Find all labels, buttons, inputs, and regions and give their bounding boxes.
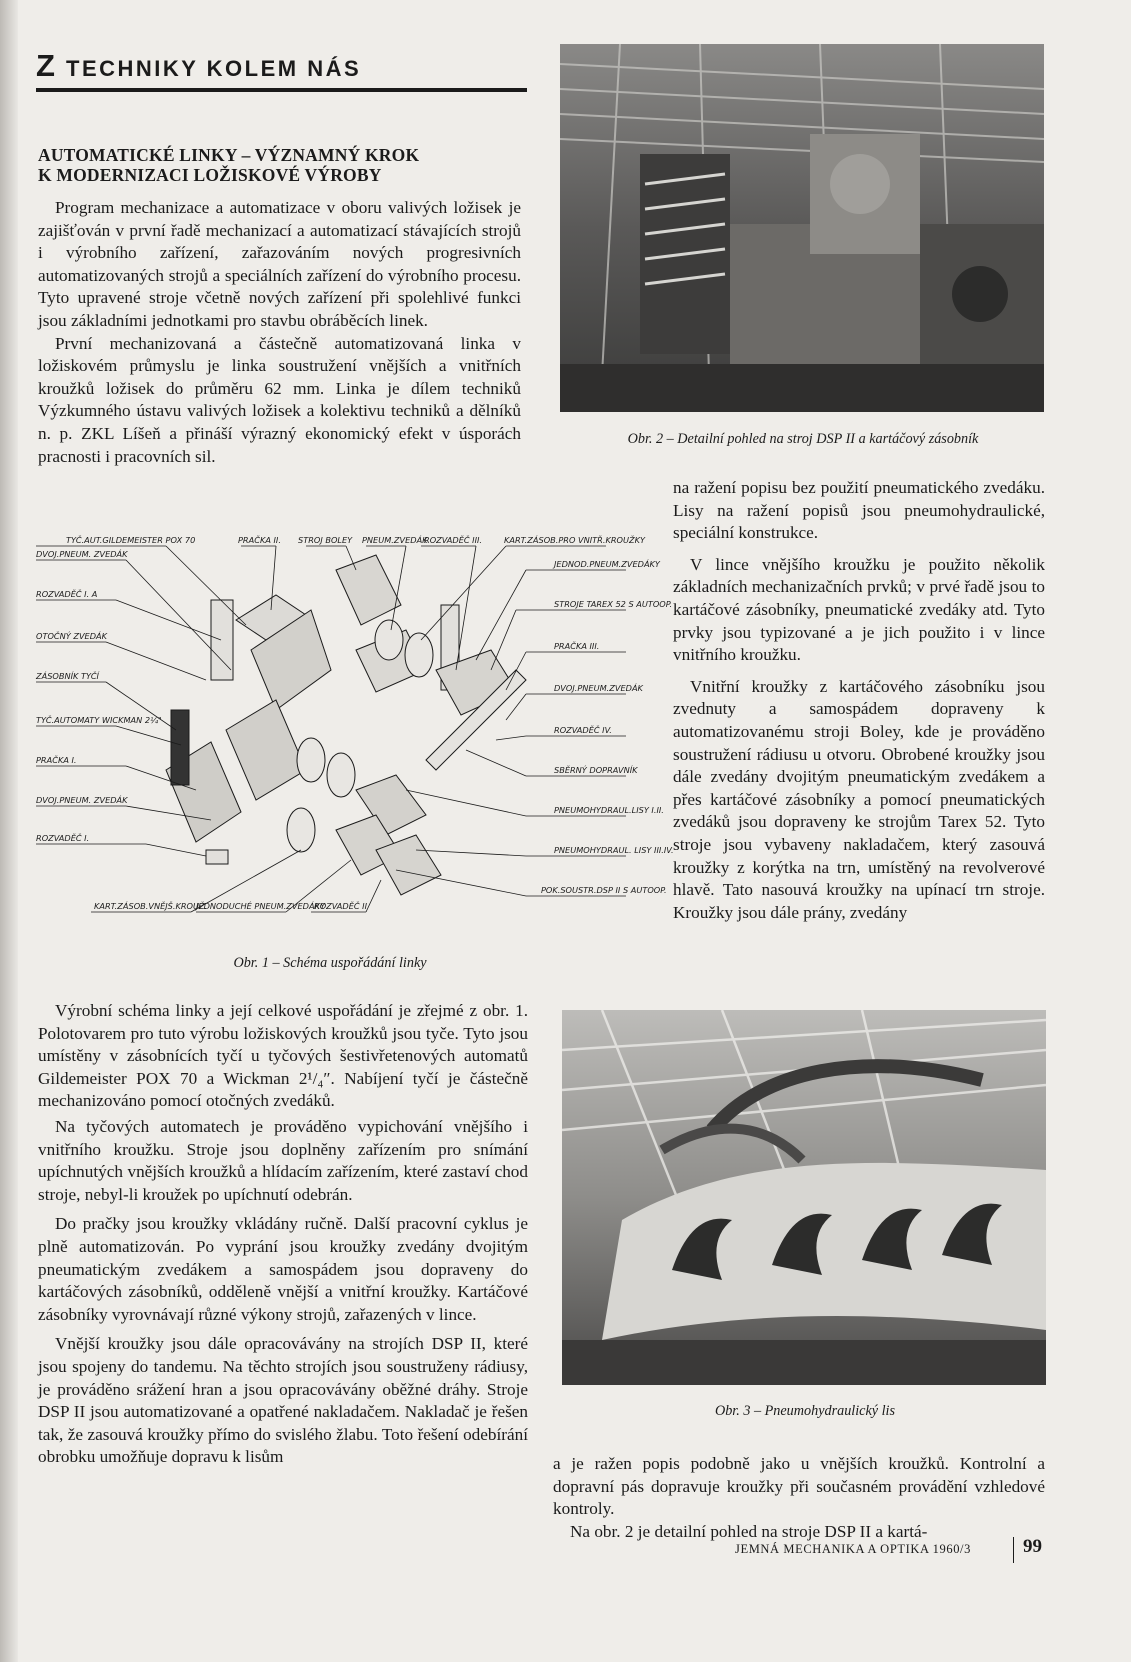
paragraph: Do pračky jsou kroužky vkládány ručně. Další pracovní cyklus je plně automatizován. Po vyprání jsou kroužky zvedány dvojitým pneumatickým zvedákem a samospádem jsou dopraveny do kartáčových zásobníků, odděleně vnější a vnitřní kroužky. Kartáčové zásobníky vyrovnávají různé výkony strojů, zařazených v lince. bbox=[38, 1214, 528, 1324]
diagram-label: OTOČNÝ ZVEDÁK bbox=[36, 631, 107, 641]
diagram-label: DVOJ.PNEUM. ZVEDÁK bbox=[36, 549, 128, 559]
diagram-label: KART.ZÁSOB.VNĚJŠ.KROUŽ. bbox=[94, 901, 208, 911]
diagram-label: ROZVADĚČ II bbox=[314, 901, 368, 911]
paragraph: Vnitřní kroužky z kartáčového zásobníku jsou zvednuty a samospádem dopraveny k automatizovanému stroji Boley, kde je prováděno soustružení rádiusu u otvoru. Obrobené kroužky jsou dále zvedány dvojitým pneumatickým zvedákem a přes kartáčové zásobníky a pomocí pneumatických zvedáků jsou dopraveny ke strojům Tarex 52. Tyto stroje jsou vybaveny nakladačem, který zasouvá kroužky z korýtka na trn, umístěný na revolverové hlavě. Tato nasouvá kroužky na upínací trn stroje. Kroužky jsou dále prány, zvedány bbox=[673, 676, 1045, 922]
diagram-label: JEDNOD.PNEUM.ZVEDÁKY bbox=[554, 559, 660, 569]
paragraph: na ražení popisu bez použití pneumatického zvedáku. Lisy na ražení popisů jsou pneumohydraulické, speciální konstrukce. bbox=[673, 478, 1045, 543]
diagram-label: DVOJ.PNEUM.ZVEDÁK bbox=[554, 683, 643, 693]
column-2-top bbox=[673, 477, 1045, 924]
paragraph: Výrobní schéma linky a její celkové uspořádání je zřejmé z obr. 1. Polotovarem pro tuto výrobu ložiskových kroužků jsou tyče. Tyto jsou umístěny v zásobnících tyčí u tyčových šestivřetenových automatů Gildemeister POX 70 a Wickman 2¹/₄″. Nabíjení tyčí je částečně mechanizováno pomocí otočných zvedáků. bbox=[38, 1001, 528, 1111]
diagram-label: PNEUMOHYDRAUL.LISY I.II. bbox=[554, 805, 664, 815]
line-layout-diagram bbox=[36, 530, 674, 935]
paragraph: První mechanizovaná a částečně automatizovaná linka v ložiskovém průmyslu je linka soustružení vnějších a vnitřních kroužků ložisek do průměru 62 mm. Linka je dílem techniků Výzkumného ústavu valivých ložisek a kolektivu techniků a dělníků n. p. ZKL Líšeň a přináší výrazný ekonomický efekt v úsporách pracnosti i pracovních sil. bbox=[38, 333, 521, 466]
paragraph: Program mechanizace a automatizace v oboru valivých ložisek je zajišťován v první řadě mechanizací a automatizací stávajících strojů i výrobního zařízení, zařazováním nových progresivních automatizovaných strojů a speciálních zařízení do výrobního procesu. Tyto upravené stroje včetně nových zařízení při spolehlivé funkci jsou základními jednotkami pro stavbu obráběcích linek. bbox=[38, 198, 521, 330]
paragraph: Na tyčových automatech je prováděno vypichování vnějšího i vnitřního kroužku. Stroje jsou doplněny zařízením pro snímání upíchnutých vnějších kroužků a hlídacím zařízením, které zastaví chod stroje, nebyl-li kroužek po upíchnutí odebrán. bbox=[38, 1116, 528, 1204]
paragraph: a je ražen popis podobně jako u vnějších kroužků. Kontrolní a dopravní pás dopravuje kroužky při současném provádění vzhledové kontroly. bbox=[553, 1454, 1045, 1519]
diagram-label: POK.SOUSTR.DSP II S AUTOOP. bbox=[541, 885, 667, 895]
diagram-label: ROZVADĚČ I. A bbox=[36, 589, 98, 599]
section-letter: Z bbox=[36, 48, 56, 83]
article-headline bbox=[38, 145, 518, 185]
diagram-label: PNEUM.ZVEDÁK bbox=[362, 535, 428, 545]
press-photo-illustration bbox=[562, 1010, 1046, 1385]
diagram-label: TYČ.AUTOMATY WICKMAN 2¼" bbox=[36, 715, 162, 725]
diagram-label: STROJ BOLEY bbox=[298, 535, 353, 545]
diagram-label: JEDNODUCHÉ PNEUM.ZVEDÁKY bbox=[196, 901, 325, 911]
diagram-label: PRAČKA III. bbox=[554, 641, 600, 651]
section-rule bbox=[36, 88, 527, 92]
section-title: TECHNIKY KOLEM NÁS bbox=[66, 56, 362, 81]
diagram-label: DVOJ.PNEUM. ZVEDÁK bbox=[36, 795, 128, 805]
journal-footer: JEMNÁ MECHANIKA A OPTIKA 1960/3 bbox=[735, 1542, 971, 1556]
diagram-label: PRAČKA I. bbox=[36, 755, 77, 765]
photo-dsp-machine bbox=[560, 44, 1044, 412]
column-1-bottom bbox=[38, 1000, 528, 1469]
diagram-label: PNEUMOHYDRAUL. LISY III.IV. bbox=[554, 845, 674, 855]
headline-line-1: AUTOMATICKÉ LINKY – VÝZNAMNÝ KROK bbox=[38, 145, 420, 165]
diagram-label: PRAČKA II. bbox=[238, 535, 281, 545]
paragraph: Na obr. 2 je detailní pohled na stroje DSP II a kartá- bbox=[570, 1521, 928, 1541]
diagram-label: STROJE TAREX 52 S AUTOOP. bbox=[554, 599, 673, 609]
factory-photo-illustration bbox=[560, 44, 1044, 412]
column-2-bottom bbox=[553, 1453, 1045, 1543]
caption-fig2: Obr. 2 – Detailní pohled na stroj DSP II a kartáčový zásobník bbox=[627, 431, 979, 447]
column-1-top bbox=[38, 197, 521, 468]
diagram-drawing bbox=[36, 530, 674, 935]
diagram-label: ROZVADĚČ III. bbox=[424, 535, 483, 545]
caption-fig1: Obr. 1 – Schéma uspořádání linky bbox=[233, 955, 427, 971]
page-edge-shadow bbox=[0, 0, 18, 1662]
diagram-label: TYČ.AUT.GILDEMEISTER POX 70 bbox=[66, 535, 196, 545]
paragraph: Vnější kroužky jsou dále opracovávány na strojích DSP II, které jsou spojeny do tandemu. Na těchto strojích jsou soustruženy rádiusy, je prováděno srážení hran a jsou opracovávány oběžné dráhy. Stroje DSP II jsou automatizované a opatřené nakladačem. Nakladač je řešen tak, že zasouvá kroužky přímo do svislého žlabu. Toto řešení odebírání obrobku umožňuje dopravu k lisům bbox=[38, 1334, 528, 1467]
page-number: 99 bbox=[1023, 1536, 1042, 1557]
headline-line-2: K MODERNIZACI LOŽISKOVÉ VÝROBY bbox=[38, 165, 382, 185]
diagram-label: SBĚRNÝ DOPRAVNÍK bbox=[554, 765, 638, 775]
diagram-label: ROZVADĚČ I. bbox=[36, 833, 90, 843]
photo-press bbox=[562, 1010, 1046, 1385]
caption-fig3: Obr. 3 – Pneumohydraulický lis bbox=[714, 1403, 896, 1419]
diagram-label: ZÁSOBNÍK TYČÍ bbox=[36, 671, 99, 681]
footer-separator bbox=[1013, 1537, 1014, 1563]
diagram-label: KART.ZÁSOB.PRO VNITŘ.KROUŽKY bbox=[504, 535, 645, 545]
diagram-label: ROZVADĚČ IV. bbox=[554, 725, 612, 735]
paragraph: V lince vnějšího kroužku je použito několik základních mechanizačních prvků; v prvé řadě jsou to kartáčové zásobníky, pneumatické zvedáky atd. Tyto prvky jsou typizované a je jich použito i v lince vnitřního kroužku. bbox=[673, 554, 1045, 665]
